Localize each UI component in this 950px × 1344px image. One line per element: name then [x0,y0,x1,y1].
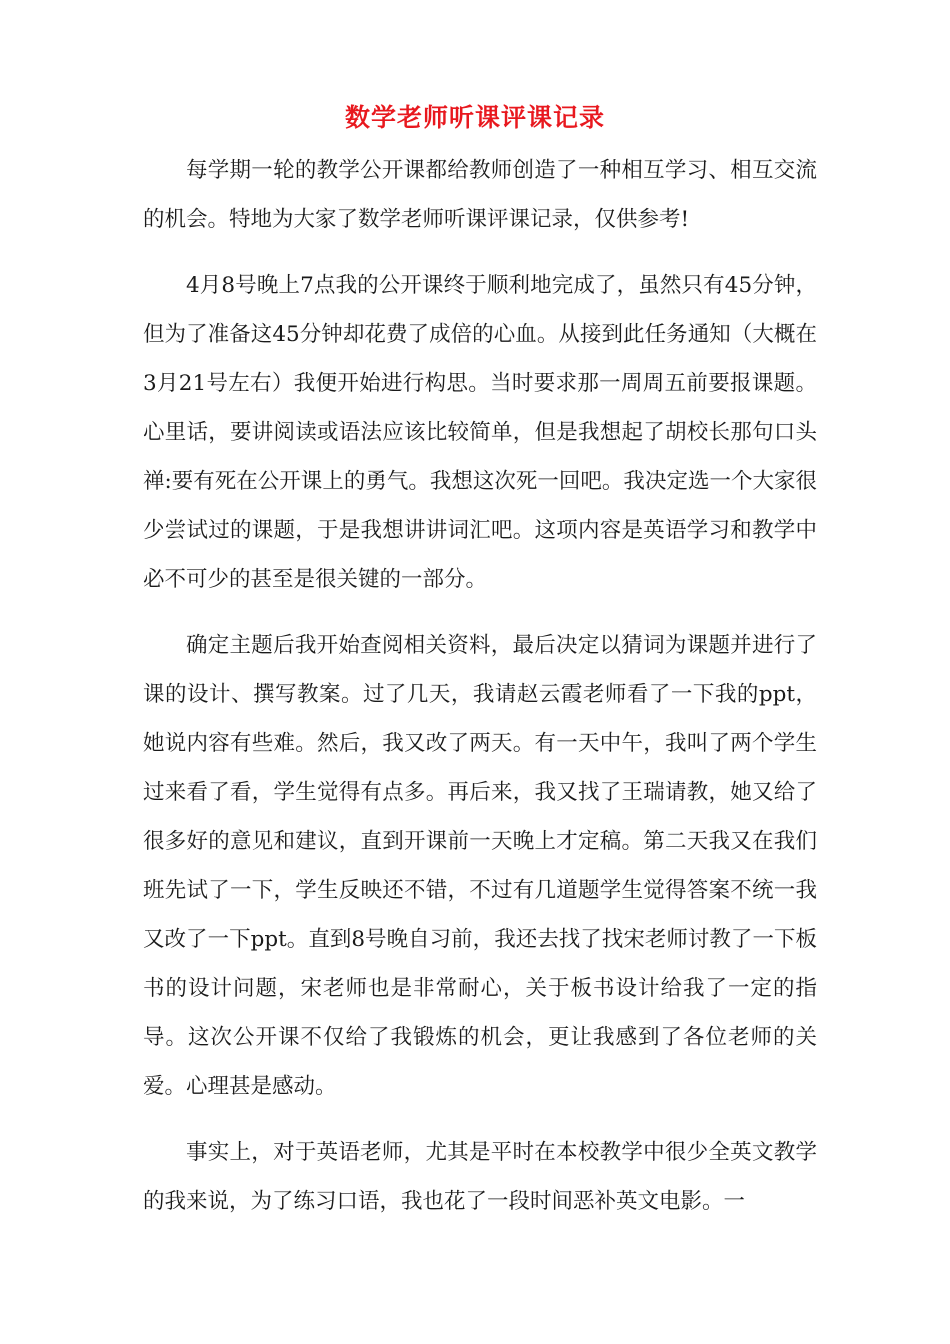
paragraph-preparation: 4月8号晚上7点我的公开课终于顺利地完成了，虽然只有45分钟，但为了准备这45分钟却花费了成倍的心血。从接到此任务通知（大概在3月21号左右）我便开始进行构思。当时要求那一周周五前要报课题。心里话，要讲阅读或语法应该比较简单，但是我想起了胡校长那句口头禅:要有死在公开课上的勇气。我想这次死一回吧。我决定选一个大家很少尝试过的课题，于是我想讲讲词汇吧。这项内容是英语学习和教学中必不可少的甚至是很关键的一部分。 [143,273,817,592]
paragraph-intro: 每学期一轮的教学公开课都给教师创造了一种相互学习、相互交流的机会。特地为大家了数学老师听课评课记录，仅供参考! [143,158,817,232]
document-title: 数学老师听课评课记录 [344,103,605,132]
document-body [143,146,817,1243]
paragraph-practice: 事实上，对于英语老师，尤其是平时在本校教学中很少全英文教学的我来说，为了练习口语，我也花了一段时间恶补英文电影。一 [143,1140,817,1214]
paragraph-design-process: 确定主题后我开始查阅相关资料，最后决定以猜词为课题并进行了课的设计、撰写教案。过了几天，我请赵云霞老师看了一下我的ppt，她说内容有些难。然后，我又改了两天。有一天中午，我叫了两个学生过来看了看，学生觉得有点多。再后来，我又找了王瑞请教，她又给了很多好的意见和建议，直到开课前一天晚上才定稿。第二天我又在我们班先试了一下，学生反映还不错，不过有几道题学生觉得答案不统一我又改了一下ppt。直到8号晚自习前，我还去找了找宋老师讨教了一下板书的设计问题，宋老师也是非常耐心，关于板书设计给我了一定的指导。这次公开课不仅给了我锻炼的机会，更让我感到了各位老师的关爱。心理甚是感动。 [143,633,817,1099]
